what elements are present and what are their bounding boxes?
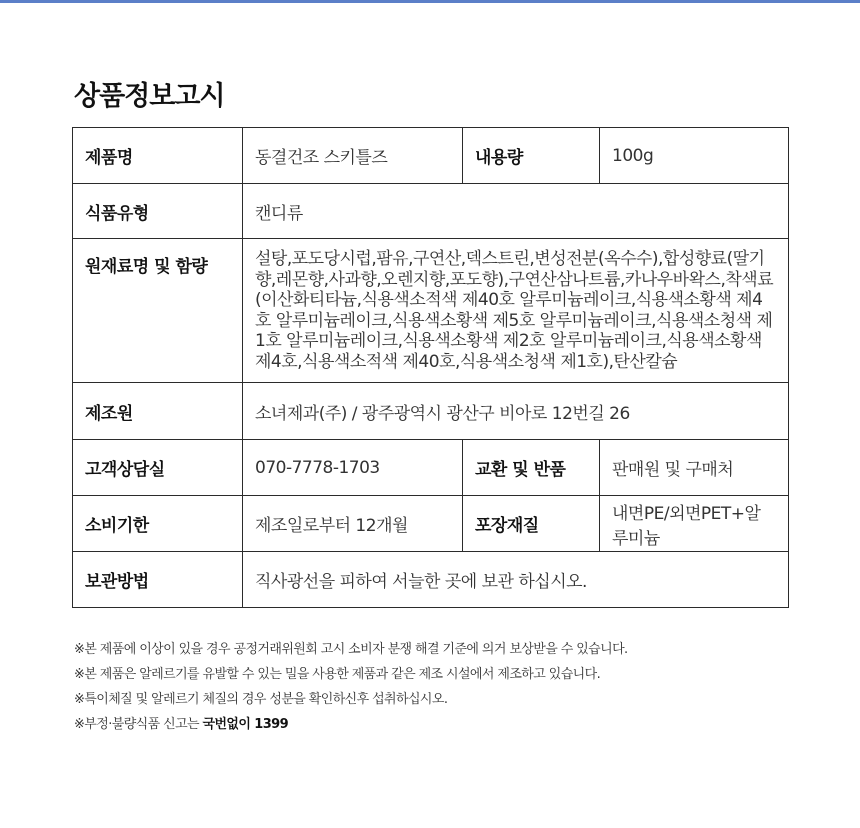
product-name-value: 동결건조 스키틀즈 xyxy=(243,128,463,184)
notice-list xyxy=(74,637,814,737)
packaging-label: 포장재질 xyxy=(463,496,600,552)
page-title: 상품정보고시 xyxy=(74,81,225,112)
notice-report xyxy=(74,712,814,737)
notice-allergy-facility: ※본 제품은 알레르기를 유발할 수 있는 밀을 사용한 제품과 같은 제조 시설에서 제조하고 있습니다. xyxy=(74,667,601,682)
packaging-value: 내면PE/외면PET+알루미늄 xyxy=(600,496,789,552)
exchange-value: 판매원 및 구매처 xyxy=(600,440,789,496)
table-row xyxy=(73,496,789,552)
expiry-value: 제조일로부터 12개월 xyxy=(243,496,463,552)
expiry-label: 소비기한 xyxy=(73,496,243,552)
table-row xyxy=(73,184,789,239)
table-row xyxy=(73,383,789,440)
storage-label: 보관방법 xyxy=(73,552,243,608)
table-row xyxy=(73,128,789,184)
report-hotline: 국번없이 1399 xyxy=(202,717,289,732)
product-info-table xyxy=(72,127,789,608)
food-type-label: 식품유형 xyxy=(73,184,243,239)
storage-value: 직사광선을 피하여 서늘한 곳에 보관 하십시오. xyxy=(243,552,789,608)
volume-value: 100g xyxy=(600,128,789,184)
notice-allergy-check: ※특이체질 및 알레르기 체질의 경우 성분을 확인하신후 섭취하십시오. xyxy=(74,692,448,707)
notice-compensation: ※본 제품에 이상이 있을 경우 공정거래위원회 고시 소비자 분쟁 해결 기준에 의거 보상받을 수 있습니다. xyxy=(74,642,628,657)
manufacturer-value: 소녀제과(주) / 광주광역시 광산구 비아로 12번길 26 xyxy=(243,383,789,440)
ingredients-label: 원재료명 및 함량 xyxy=(73,239,243,383)
notice-report-text: ※부정·불량식품 신고는 xyxy=(74,717,203,732)
customer-service-label: 고객상담실 xyxy=(73,440,243,496)
volume-label: 내용량 xyxy=(463,128,600,184)
customer-service-phone: 070-7778-1703 xyxy=(243,440,463,496)
table-row xyxy=(73,440,789,496)
top-divider xyxy=(0,0,860,3)
exchange-label: 교환 및 반품 xyxy=(463,440,600,496)
manufacturer-label: 제조원 xyxy=(73,383,243,440)
product-name-label: 제품명 xyxy=(73,128,243,184)
ingredients-value: 설탕,포도당시럽,팜유,구연산,덱스트린,변성전분(옥수수),합성향료(딸기향,레몬향,사과향,오렌지향,포도향),구연산삼나트륨,카나우바왁스,착색료(이산화티타늄,식용색소적색 제40호 알루미늄레이크,식용색소황색 제4호 알루미늄레이크,식용색소황색 제5호 알루미늄레이크,식용색소청색 제1호 알루미늄레이크,식용색소황색 제2호 알루미늄레이크,식용색소황색 제4호,식용색소적색 제40호,식용색소청색 제1호),탄산칼슘 xyxy=(243,239,789,383)
table-row xyxy=(73,239,789,383)
food-type-value: 캔디류 xyxy=(243,184,789,239)
table-row xyxy=(73,552,789,608)
